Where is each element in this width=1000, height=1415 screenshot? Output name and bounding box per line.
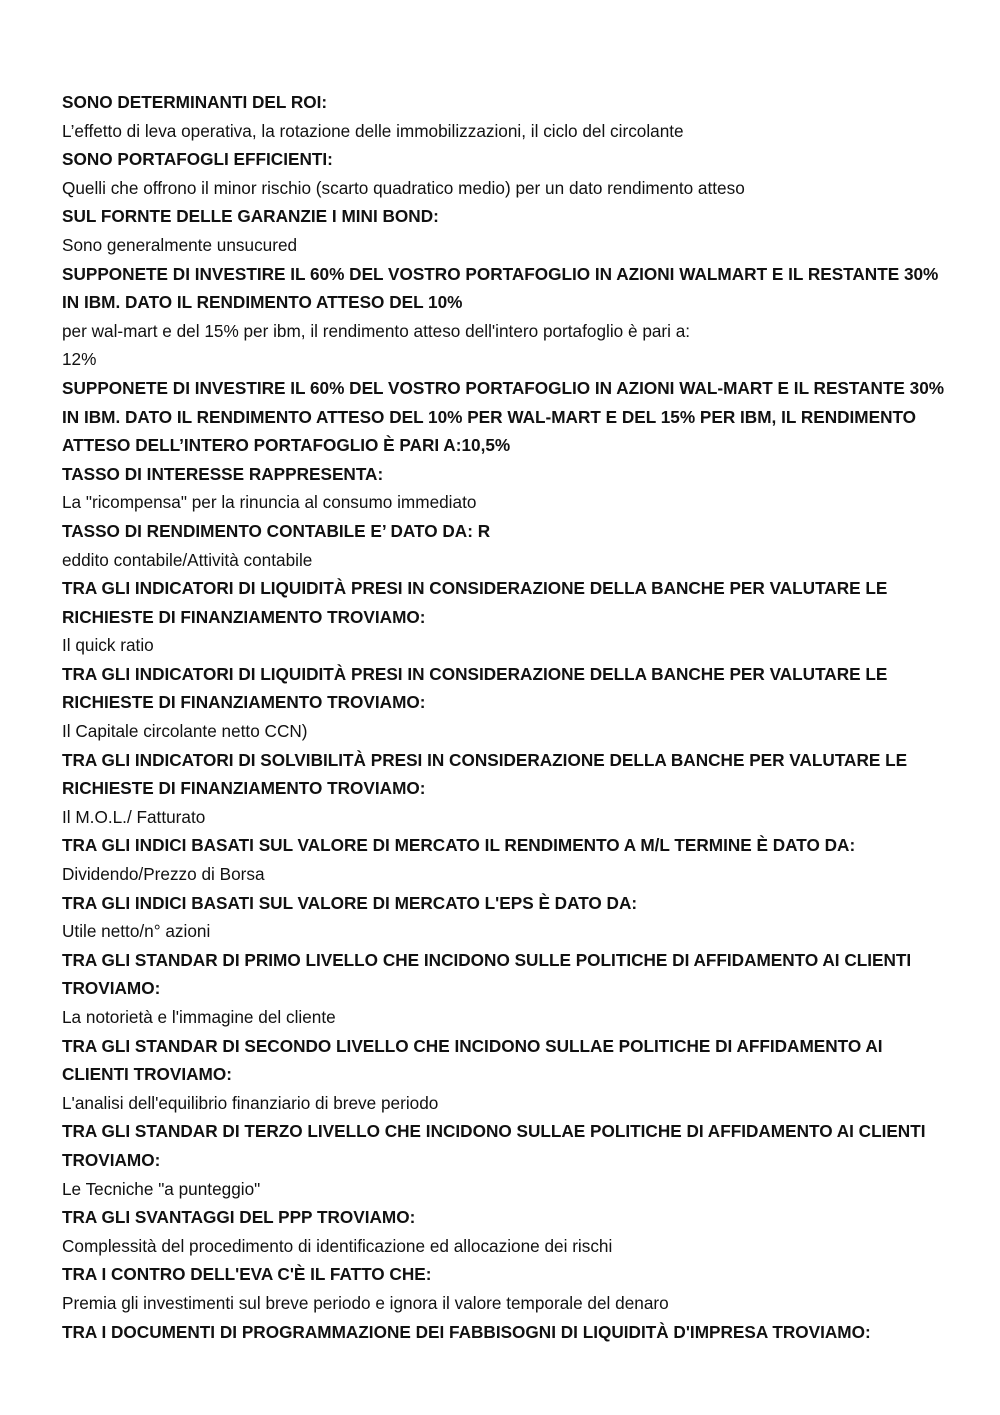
question-text: SUL FORNTE DELLE GARANZIE I MINI BOND: bbox=[62, 206, 439, 227]
question-text: SONO PORTAFOGLI EFFICIENTI: bbox=[62, 149, 333, 170]
answer-text: La notorietà e l'immagine del cliente bbox=[62, 1007, 336, 1027]
answer-text: Sono generalmente unsucured bbox=[62, 234, 298, 255]
answer-text: Le Tecniche "a punteggio" bbox=[62, 1178, 261, 1199]
question-text: TRA GLI STANDAR DI TERZO LIVELLO CHE INCIDONO SULLAE POLITICHE DI AFFIDAMENTO AI CLIENTI TROVIAMO: bbox=[62, 1121, 926, 1170]
answer-text: Il quick ratio bbox=[62, 635, 154, 656]
question-text: TRA GLI INDICI BASATI SUL VALORE DI MERCATO L'EPS È DATO DA: bbox=[62, 892, 638, 913]
question-text: TRA GLI INDICATORI DI LIQUIDITÀ PRESI IN CONSIDERAZIONE DELLA BANCHE PER VALUTARE LE RICHIESTE DI FINANZIAMENTO TROVIAMO: bbox=[62, 578, 888, 627]
answer-text: Il Capitale circolante netto CCN) bbox=[62, 721, 308, 742]
answer-text: Dividendo/Prezzo di Borsa bbox=[62, 864, 265, 885]
answer-text: Il M.O.L./ Fatturato bbox=[62, 806, 206, 827]
question-text: SONO DETERMINANTI DEL ROI: bbox=[62, 92, 328, 112]
answer-text: Quelli che offrono il minor rischio (scarto quadratico medio) per un dato rendimento atteso bbox=[62, 177, 745, 198]
answer-text: L’effetto di leva operativa, la rotazione delle immobilizzazioni, il ciclo del circolante bbox=[62, 120, 684, 141]
question-text: TRA GLI INDICATORI DI LIQUIDITÀ PRESI IN CONSIDERAZIONE DELLA BANCHE PER VALUTARE LE RICHIESTE DI FINANZIAMENTO TROVIAMO: bbox=[62, 663, 888, 713]
question-text: TRA GLI STANDAR DI PRIMO LIVELLO CHE INCIDONO SULLE POLITICHE DI AFFIDAMENTO AI CLIENTI TROVIAMO: bbox=[62, 949, 912, 999]
answer-text: Premia gli investimenti sul breve periodo e ignora il valore temporale del denaro bbox=[62, 1292, 669, 1313]
answer-text: Complessità del procedimento di identificazione ed allocazione dei rischi bbox=[62, 1235, 613, 1256]
answer-text: 12% bbox=[62, 349, 97, 370]
question-text: TASSO DI RENDIMENTO CONTABILE E’ DATO DA: R bbox=[62, 520, 491, 541]
question-text: SUPPONETE DI INVESTIRE IL 60% DEL VOSTRO PORTAFOGLIO IN AZIONI WAL-MART E IL RESTANTE 30% IN IBM. DATO IL RENDIMENTO ATTESO DEL 10% PER WAL-MART E DEL 15% PER IBM, IL RENDIMENTO ATTESO DELL’INTERO PORTAFOGLIO È PARI A:10,5% bbox=[62, 377, 945, 456]
answer-text: Utile netto/n° azioni bbox=[62, 921, 211, 942]
answer-text: La "ricompensa" per la rinuncia al consumo immediato bbox=[62, 492, 477, 513]
question-text: TRA I CONTRO DELL'EVA C'È IL FATTO CHE: bbox=[62, 1264, 432, 1285]
answer-text: L'analisi dell'equilibrio finanziario di breve periodo bbox=[62, 1092, 439, 1113]
question-text: TRA GLI INDICI BASATI SUL VALORE DI MERCATO IL RENDIMENTO A M/L TERMINE È DATO DA: bbox=[62, 835, 856, 856]
question-text: TRA I DOCUMENTI DI PROGRAMMAZIONE DEI FABBISOGNI DI LIQUIDITÀ D'IMPRESA TROVIAMO: bbox=[62, 1321, 871, 1342]
answer-text: per wal-mart e del 15% per ibm, il rendimento atteso dell'intero portafoglio è pari a: bbox=[62, 320, 691, 341]
question-text: TASSO DI INTERESSE RAPPRESENTA: bbox=[62, 463, 384, 484]
answer-text: eddito contabile/Attività contabile bbox=[62, 549, 313, 570]
question-text: TRA GLI INDICATORI DI SOLVIBILITÀ PRESI IN CONSIDERAZIONE DELLA BANCHE PER VALUTARE LE RICHIESTE DI FINANZIAMENTO TROVIAMO: bbox=[62, 749, 908, 799]
question-text: TRA GLI SVANTAGGI DEL PPP TROVIAMO: bbox=[62, 1207, 416, 1228]
question-text: TRA GLI STANDAR DI SECONDO LIVELLO CHE INCIDONO SULLAE POLITICHE DI AFFIDAMENTO AI CLIENTI TROVIAMO: bbox=[62, 1035, 883, 1085]
question-text: SUPPONETE DI INVESTIRE IL 60% DEL VOSTRO PORTAFOGLIO IN AZIONI WALMART E IL RESTANTE 30% IN IBM. DATO IL RENDIMENTO ATTESO DEL 10% bbox=[62, 263, 939, 313]
qa-list bbox=[62, 88, 952, 1346]
